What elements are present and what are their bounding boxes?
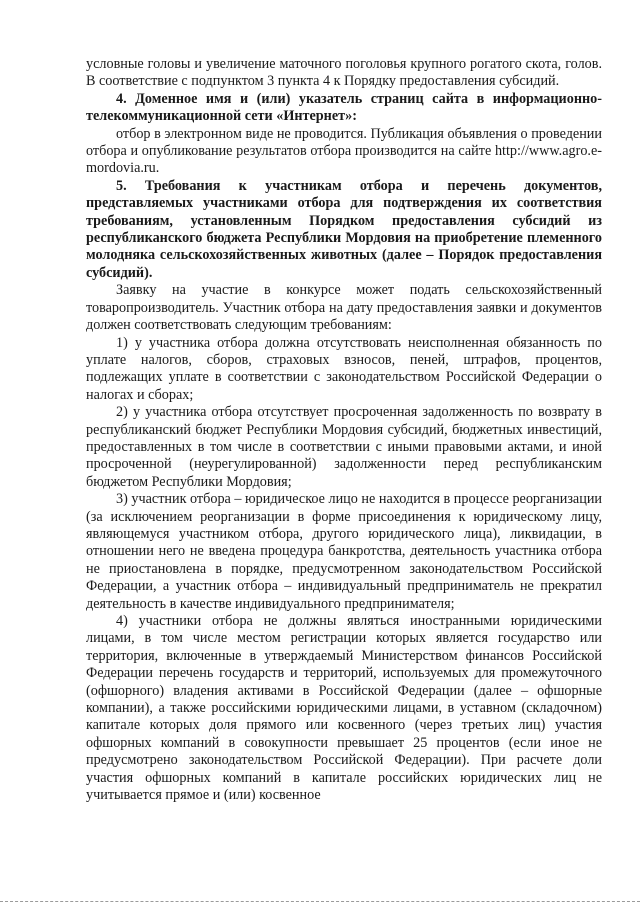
section-4-text: отбор в электронном виде не проводится. Публикация объявления о проведении отбора и опубликование результатов отбора производится на сайте http://www.agro.e-mordovia.ru.: [86, 125, 602, 177]
requirement-item-4: 4) участники отбора не должны являться иностранными юридическими лицами, в том числе местом регистрации которых является государство или территория, включенные в утверждаемый Министерством финансов Российской Федерации перечень государств и территорий, используемых для промежуточного (офшорного) владения активами в Российской Федерации (далее – офшорные компании), а также российскими юридическими лицами, в уставном (складочном) капитале которых доля прямого или косвенного (через третьих лиц) участия офшорных компаний в совокупности превышает 25 процентов (если иное не предусмотрено законодательством Российской Федерации). При расчете доли участия офшорных компаний в капитале российских юридических лиц не учитывается прямое и (или) косвенное: [86, 613, 602, 804]
section-5-heading: 5. Требования к участникам отбора и перечень документов, представляемых участниками отбора для подтверждения их соответствия требованиям, установленным Порядком предоставления субсидий из республиканского бюджета Республики Мордовия на приобретение племенного молодняка сельскохозяйственных животных (далее – Порядок предоставления субсидий).: [86, 177, 602, 281]
page-bottom-divider: [0, 901, 640, 902]
requirement-item-2: 2) у участника отбора отсутствует просроченная задолженность по возврату в республиканский бюджет Республики Мордовия субсидий, бюджетных инвестиций, предоставленных в том числе в соответствии с иными правовыми актами, и иной просроченной (неурегулированной) задолженности перед республиканским бюджетом Республики Мордовия;: [86, 404, 602, 490]
requirement-item-3: 3) участник отбора – юридическое лицо не находится в процессе реорганизации (за исключением реорганизации в форме присоединения к юридическому лицу, являющемуся участником отбора, другого юридического лица), ликвидации, в отношении него не введена процедура банкротства, деятельность участника отбора не приостановлена в порядке, предусмотренном законодательством Российской Федерации, а участник отбора – индивидуальный предприниматель не прекратил деятельность в качестве индивидуального предпринимателя;: [86, 491, 602, 612]
section-5-intro: Заявку на участие в конкурсе может подать сельскохозяйственный товаропроизводитель. Участник отбора на дату предоставления заявки и документов должен соответствовать следующим требованиям:: [86, 282, 602, 334]
section-4-heading: 4. Доменное имя и (или) указатель страниц сайта в информационно-телекоммуникационной сети «Интернет»:: [86, 90, 602, 125]
requirement-item-1: 1) у участника отбора должна отсутствовать неисполненная обязанность по уплате налогов, сборов, страховых взносов, пеней, штрафов, процентов, подлежащих уплате в соответствии с законодательством Российской Федерации о налогах и сборах;: [86, 334, 602, 403]
paragraph-continuation: условные головы и увеличение маточного поголовья крупного рогатого скота, голов. В соответствие с подпунктом 3 пункта 4 к Порядку предоставления субсидий.: [86, 56, 602, 90]
